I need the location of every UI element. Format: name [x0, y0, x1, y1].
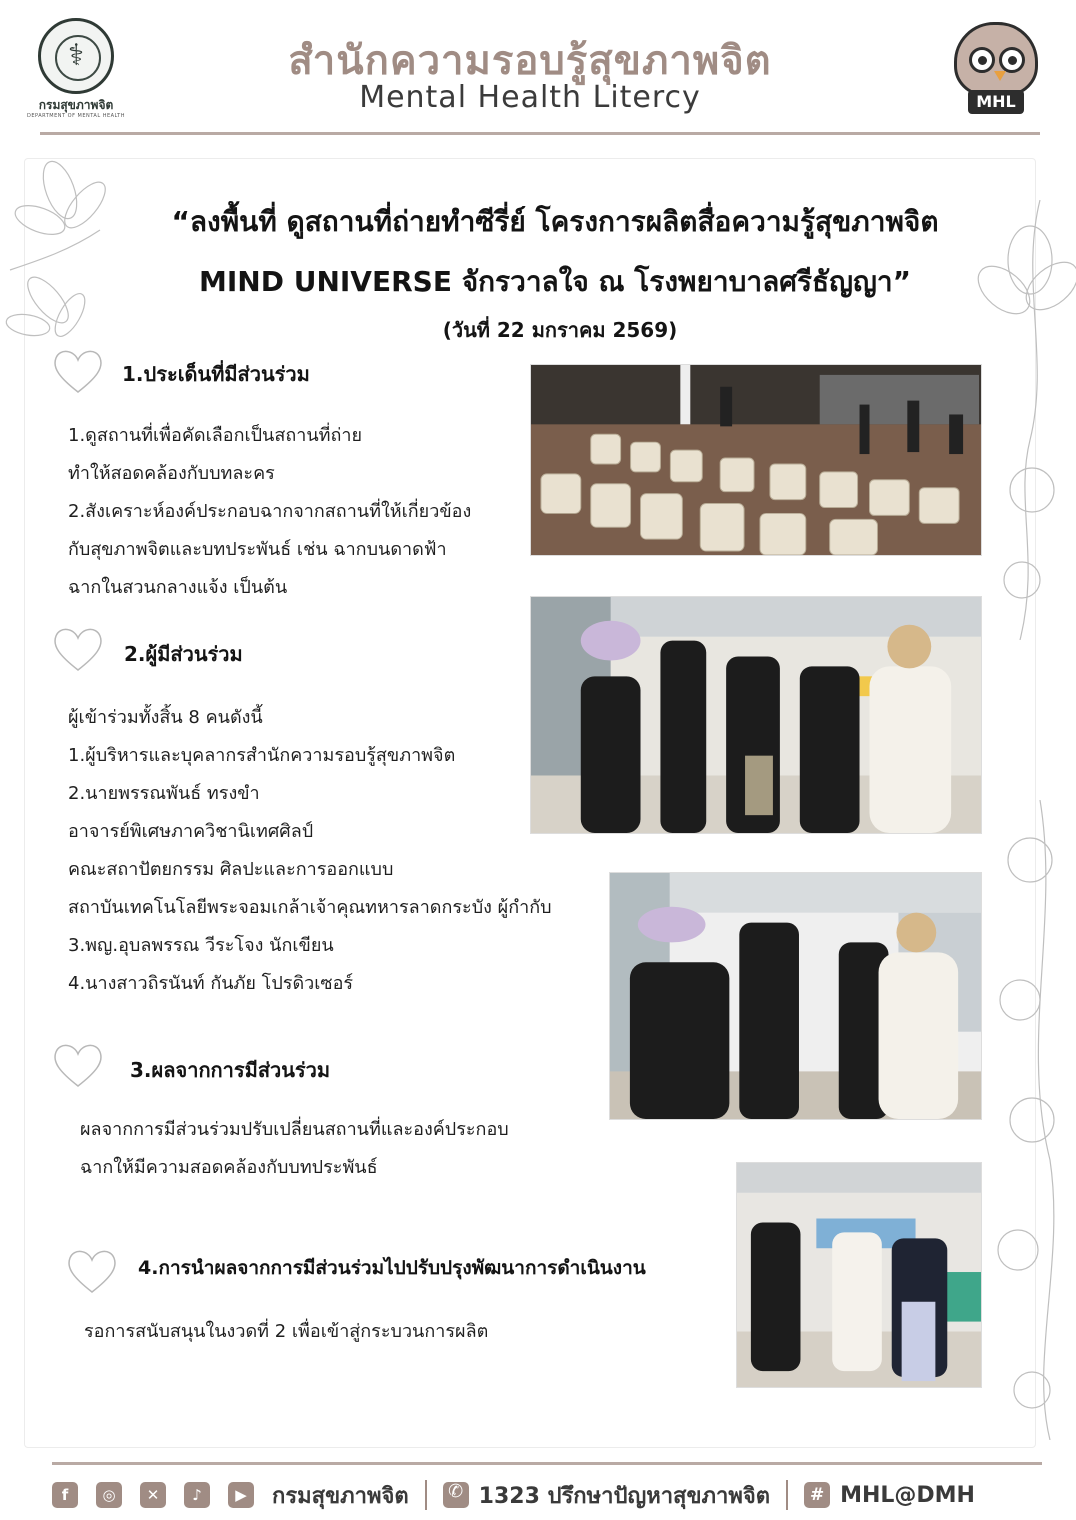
- footer-line-id[interactable]: MHL@DMH: [840, 1482, 975, 1508]
- section-1-line: ทำให้สอดคล้องกับบทละคร: [68, 463, 275, 484]
- page-footer: [52, 1476, 1042, 1514]
- header-divider: [40, 132, 1040, 135]
- department-logo: [26, 18, 126, 122]
- tiktok-icon[interactable]: ♪: [184, 1482, 210, 1508]
- section-1-line: 1.ดูสถานที่เพื่อคัดเลือกเป็นสถานที่ถ่าย: [68, 425, 363, 446]
- footer-separator: [425, 1480, 427, 1510]
- mhl-badge: MHL: [968, 90, 1024, 114]
- document-date: (วันที่ 22 มกราคม 2569): [442, 318, 678, 342]
- section-1-heading: 1.ประเด็นที่มีส่วนร่วม: [122, 362, 310, 386]
- org-title-english: Mental Health Litercy: [359, 80, 701, 115]
- page-header: [0, 0, 1076, 140]
- section-1-line: 2.สังเคราะห์องค์ประกอบฉากจากสถานที่ให้เกี่ยวข้อง: [68, 501, 472, 522]
- department-name-th: กรมสุขภาพจิต: [38, 98, 114, 112]
- section-2-line: 1.ผู้บริหารและบุคลากรสำนักความรอบรู้สุขภาพจิต: [68, 745, 456, 766]
- section-3-heading: 3.ผลจากการมีส่วนร่วม: [130, 1058, 331, 1082]
- photo-lobby-group: [530, 596, 982, 834]
- x-icon[interactable]: ✕: [140, 1482, 166, 1508]
- footer-department: กรมสุขภาพจิต: [272, 1483, 409, 1509]
- section-3-line: ผลจากการมีส่วนร่วมปรับเปลี่ยนสถานที่และองค์ประกอบ: [80, 1119, 509, 1140]
- section-2-line: อาจารย์พิเศษภาควิชานิเทศศิลป์: [68, 821, 314, 842]
- section-2-line: 3.พญ.อุบลพรรณ วีระโจง นักเขียน: [68, 935, 334, 956]
- footer-divider: [52, 1462, 1042, 1465]
- footer-separator: [786, 1480, 788, 1510]
- photo-corridor-three-people: [736, 1162, 982, 1388]
- section-4-heading: 4.การนำผลจากการมีส่วนร่วมไปปรับปรุงพัฒนาการดำเนินงาน: [138, 1257, 646, 1279]
- caduceus-icon: ⚕: [67, 38, 85, 73]
- youtube-icon[interactable]: ▶: [228, 1482, 254, 1508]
- department-name-en: DEPARTMENT OF MENTAL HEALTH: [27, 113, 125, 119]
- instagram-icon[interactable]: ◎: [96, 1482, 122, 1508]
- photo-hall-discussion: [609, 872, 982, 1120]
- facebook-icon[interactable]: f: [52, 1482, 78, 1508]
- heart-icon: [64, 1246, 120, 1296]
- section-3-line: ฉากให้มีความสอดคล้องกับบทประพันธ์: [80, 1157, 378, 1178]
- section-2-line: 2.นายพรรณพันธ์ ทรงขำ: [68, 783, 260, 804]
- owl-icon: [954, 22, 1038, 96]
- section-2-line: สถาบันเทคโนโลยีพระจอมเกล้าเจ้าคุณทหารลาดกระบัง ผู้กำกับ: [68, 897, 552, 918]
- section-1-line: ฉากในสวนกลางแจ้ง เป็นต้น: [68, 577, 288, 598]
- footer-hotline[interactable]: 1323 ปรึกษาปัญหาสุขภาพจิต: [478, 1483, 771, 1509]
- heart-icon: [50, 624, 106, 674]
- org-title-thai: สำนักความรอบรู้สุขภาพจิต: [288, 38, 772, 84]
- document-title-line1: “ลงพื้นที่ ดูสถานที่ถ่ายทำซีรี่ย์ โครงการผลิตสื่อความรู้สุขภาพจิต: [171, 205, 939, 238]
- section-2-line: 4.นางสาวถิรนันท์ กันภัย โปรดิวเซอร์: [68, 973, 354, 994]
- section-2-line: คณะสถาปัตยกรรม ศิลปะและการออกแบบ: [68, 859, 394, 880]
- heart-icon: [50, 1040, 106, 1090]
- phone-icon: [443, 1482, 469, 1508]
- section-2-heading: 2.ผู้มีส่วนร่วม: [124, 642, 243, 666]
- section-1-line: กับสุขภาพจิตและบทประพันธ์ เช่น ฉากบนดาดฟ้า: [68, 539, 447, 560]
- hashtag-icon: #: [804, 1482, 830, 1508]
- photo-auditorium: [530, 364, 982, 556]
- document-title-line2: MIND UNIVERSE จักรวาลใจ ณ โรงพยาบาลศรีธัญญา”: [199, 265, 911, 298]
- heart-icon: [50, 346, 106, 396]
- mhl-owl-logo: [948, 18, 1044, 118]
- section-4-line: รอการสนับสนุนในงวดที่ 2 เพื่อเข้าสู่กระบวนการผลิต: [84, 1321, 489, 1342]
- section-2-line: ผู้เข้าร่วมทั้งสิ้น 8 คนดังนี้: [68, 707, 263, 728]
